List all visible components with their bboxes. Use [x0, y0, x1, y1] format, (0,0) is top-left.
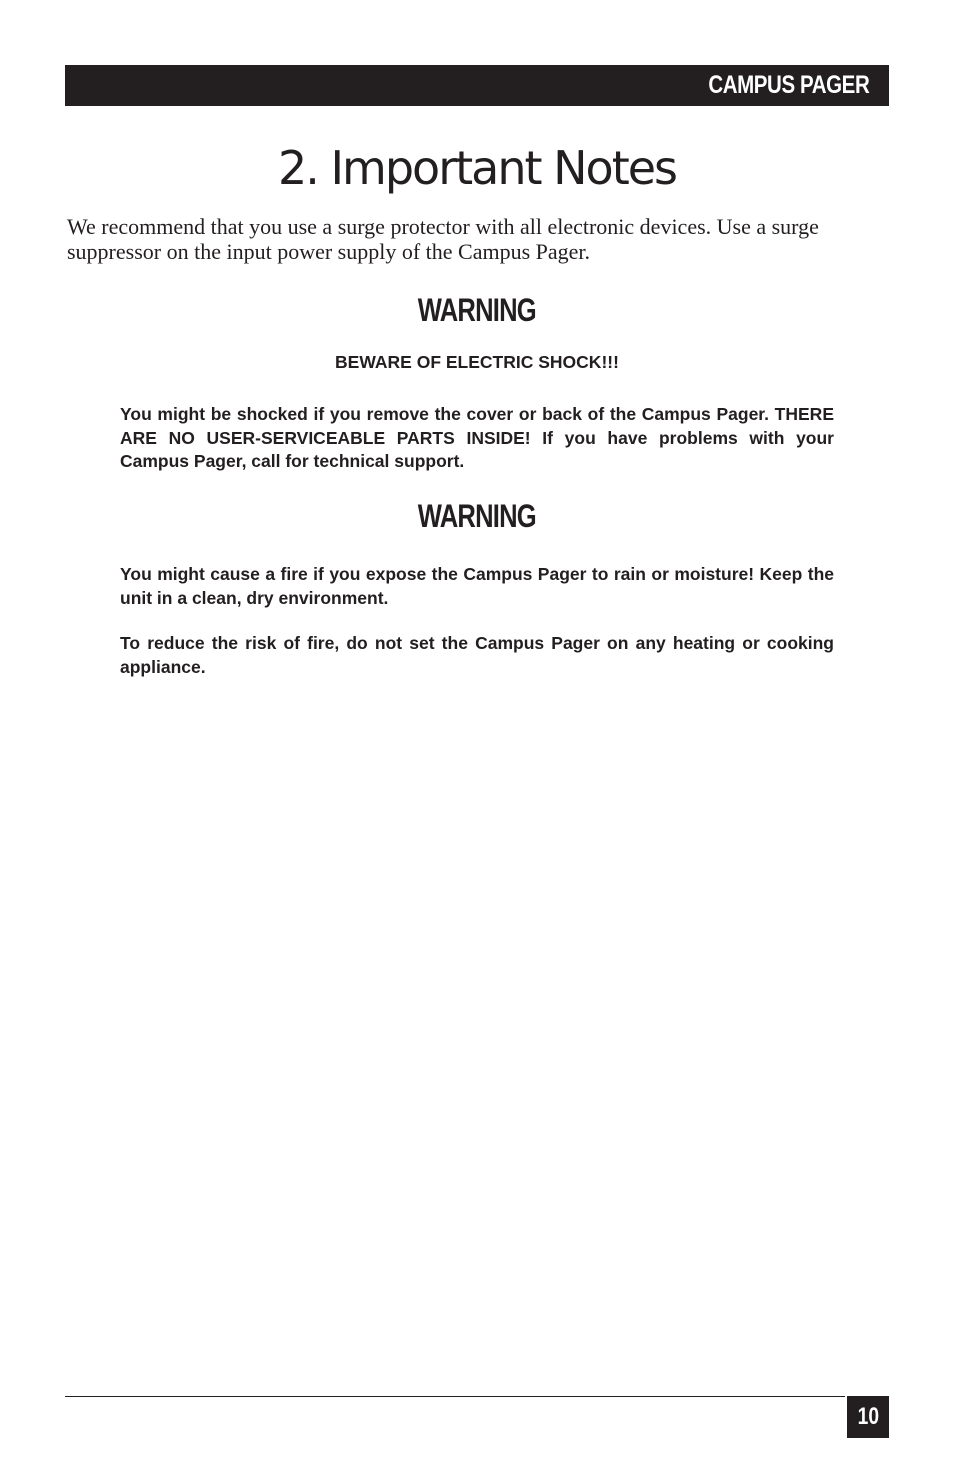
intro-paragraph: We recommend that you use a surge protector with all electronic devices. Use a surge suppressor on the input power supply of the Campus Pager. [67, 214, 819, 264]
header-title: CAMPUS PAGER [707, 71, 869, 99]
warning-heading-fire-label: WARNING [417, 498, 537, 534]
page-number: 10 [857, 1403, 879, 1430]
warning-shock-paragraph: You might be shocked if you remove the cover or back of the Campus Pager. THERE ARE NO USER-SERVICEABLE PARTS INSIDE! If you have problems with your Campus Pager, call for technical support. [120, 404, 834, 471]
warning-heading-shock [0, 292, 954, 329]
page-number-box [847, 1396, 889, 1438]
warning-fire-paragraph-heating: To reduce the risk of fire, do not set the Campus Pager on any heating or cooking appliance. [120, 633, 834, 677]
warning-subheading-shock: BEWARE OF ELECTRIC SHOCK!!! [335, 352, 619, 372]
warning-heading-shock-label: WARNING [417, 292, 537, 328]
footer-rule [65, 1396, 845, 1397]
chapter-title: 2. Important Notes [277, 141, 677, 195]
warning-fire-paragraph-moisture: You might cause a fire if you expose the Campus Pager to rain or moisture! Keep the unit in a clean, dry environment. [120, 564, 834, 608]
header-bar [65, 65, 889, 106]
warning-heading-fire [0, 498, 954, 535]
